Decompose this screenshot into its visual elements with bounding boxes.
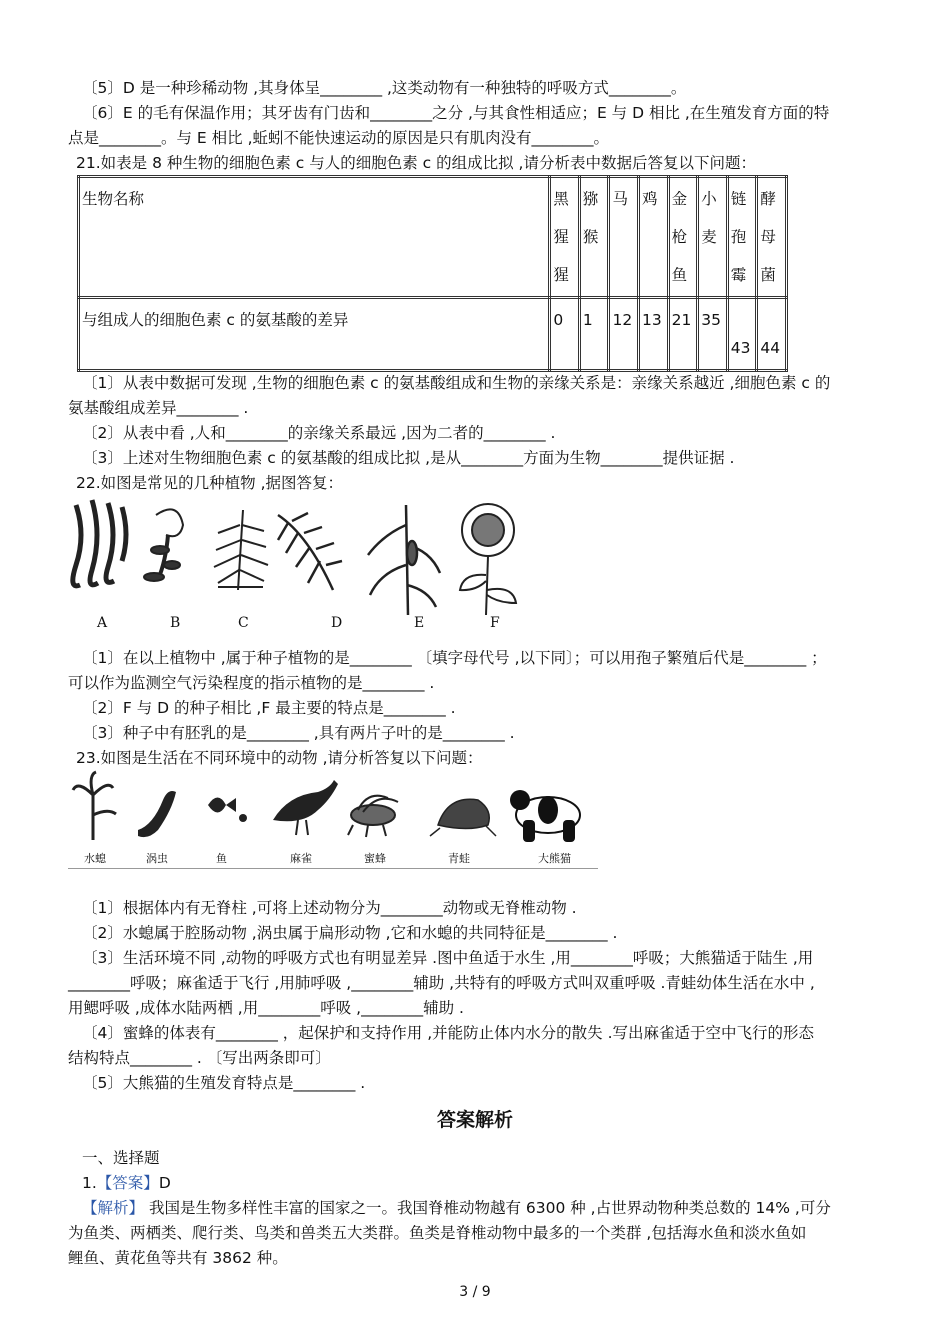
analysis-line2: 为鱼类、两栖类、爬行类、鸟类和兽类五大类群。鱼类是脊椎动物中最多的一个类群 ,包括海水鱼和淡水鱼如 <box>68 1224 807 1242</box>
table-value-cell: 13 <box>639 298 669 371</box>
species-name: 酵 母 菌 <box>760 190 776 284</box>
question-21-1-line1: 〔1〕从表中数据可发现 ,生物的细胞色素 c 的氨基酸组成和生物的亲缘关系是：亲缘关系越近 ,细胞色素 c 的 <box>82 374 831 392</box>
animal-label-fish: 鱼 <box>216 852 227 865</box>
animal-label-panda: 大熊猫 <box>538 852 571 865</box>
question-23-3-line3: 用鳃呼吸 ,成体水陆两栖 ,用________呼吸 ,________辅助 . <box>68 999 464 1017</box>
answers-section: 一、选择题 <box>82 1149 160 1167</box>
table-species-cell <box>727 177 757 298</box>
species-name: 鸡 <box>642 190 658 208</box>
plant-label-d: D <box>331 615 343 631</box>
question-23-title: 23.如图是生活在不同环境中的动物 ,请分析答复以下问题： <box>76 749 483 767</box>
fish-illustration <box>208 798 247 823</box>
moss-illustration <box>144 509 183 581</box>
question-21-2: 〔2〕从表中看 ,人和________的亲缘关系最远 ,因为二者的________ . <box>82 424 556 442</box>
table-species-cell <box>550 177 580 298</box>
animal-label-sparrow: 麻雀 <box>290 852 312 865</box>
question-21-title: 21.如表是 8 种生物的细胞色素 c 与人的细胞色素 c 的组成比拟 ,请分析表中数据后答复以下问题： <box>76 154 756 172</box>
answer-1 <box>82 1171 888 1195</box>
algae-illustration <box>73 500 126 586</box>
answer-number: 1. <box>82 1174 97 1192</box>
question-23-4-line2: 结构特点________ . 〔写出两条即可〕 <box>68 1049 331 1067</box>
species-name: 链 孢 霉 <box>730 190 747 284</box>
table-row <box>79 177 787 298</box>
species-name: 猕 猴 <box>582 190 599 246</box>
table-species-cell <box>579 177 609 298</box>
question-22-2: 〔2〕F 与 D 的种子相比 ,F 最主要的特点是________ . <box>82 699 456 717</box>
question-20-6-line2: 点是________。与 E 相比 ,蚯蚓不能快速运动的原因是只有肌肉没有________。 <box>68 129 610 147</box>
answer-tag: 【答案】 <box>96 1174 159 1192</box>
species-name: 金 枪 鱼 <box>671 190 688 284</box>
animal-label-flatworm: 涡虫 <box>146 852 168 865</box>
question-22-title: 22.如图是常见的几种植物 ,据图答复： <box>76 474 344 492</box>
question-21-1-line2: 氨基酸组成差异________ . <box>68 399 249 417</box>
analysis-tag: 【解析】 <box>82 1199 145 1217</box>
table-value-cell: 1 <box>579 298 609 371</box>
species-name: 黑 猩 猩 <box>553 190 569 284</box>
table-value-cell: 43 <box>727 298 757 371</box>
question-23-3-line2: ________呼吸；麻雀适于飞行 ,用肺呼吸 ,________辅助 ,共特有的呼吸方式叫双重呼吸 .青蛙幼体生活在水中 , <box>68 974 815 992</box>
table-species-cell <box>668 177 698 298</box>
question-23-5: 〔5〕大熊猫的生殖发育特点是________ . <box>82 1074 366 1092</box>
table-value-cell: 35 <box>698 298 728 371</box>
table-value-cell: 12 <box>609 298 639 371</box>
fern-illustration <box>214 510 268 590</box>
question-21-3: 〔3〕上述对生物细胞色素 c 的氨基酸的组成比拟 ,是从________方面为生物________提供证据 . <box>82 449 735 467</box>
frog-illustration <box>430 799 496 836</box>
sparrow-illustration <box>273 780 338 835</box>
figure-divider <box>68 868 598 869</box>
analysis-line3: 鲤鱼、黄花鱼等共有 3862 种。 <box>68 1249 288 1267</box>
plant-label-f: F <box>490 615 500 631</box>
table-species-cell <box>698 177 728 298</box>
animal-label-bee: 蜜蜂 <box>364 852 386 865</box>
sunflower-illustration <box>460 504 516 615</box>
plant-label-a: A <box>97 615 108 631</box>
question-22-3: 〔3〕种子中有胚乳的是________ ,具有两片子叶的是________ . <box>82 724 515 742</box>
table-value-cell: 21 <box>668 298 698 371</box>
table-species-cell <box>757 177 787 298</box>
table-row-label: 与组成人的细胞色素 c 的氨基酸的差异 <box>79 298 550 371</box>
question-23-3-line1: 〔3〕生活环境不同 ,动物的呼吸方式也有明显差异 .图中鱼适于水生 ,用________呼吸；大熊猫适于陆生 ,用 <box>82 949 814 967</box>
table-value-cell: 44 <box>757 298 787 371</box>
hydra-illustration <box>73 772 116 840</box>
page-number: 3 / 9 <box>459 1284 491 1300</box>
question-22-1-line2: 可以作为监测空气污染程度的指示植物的是________ . <box>68 674 435 692</box>
table-value-cell: 0 <box>550 298 580 371</box>
species-name: 马 <box>612 190 628 208</box>
question-23-1: 〔1〕根据体内有无脊柱 ,可将上述动物分为________动物或无脊椎动物 . <box>82 899 577 917</box>
flatworm-illustration <box>138 791 176 837</box>
table-species-cell <box>639 177 669 298</box>
analysis-line1 <box>82 1196 888 1220</box>
cytochrome-table <box>77 175 788 372</box>
question-23-4-line1: 〔4〕蜜蜂的体表有________ ，起保护和支持作用 ,并能防止体内水分的散失 .写出麻雀适于空中飞行的形态 <box>82 1024 814 1042</box>
plant-label-e: E <box>414 615 425 631</box>
plants-figure <box>68 495 538 645</box>
animal-label-frog: 青蛙 <box>448 852 470 865</box>
answer-value: D <box>158 1174 171 1192</box>
question-20-5: 〔5〕D 是一种珍稀动物 ,其身体呈________ ,这类动物有一种独特的呼吸方式________。 <box>82 79 687 97</box>
plant-label-c: C <box>238 615 249 631</box>
analysis-text: 我国是生物多样性丰富的国家之一。我国脊椎动物越有 6300 种 ,占世界动物种类总数的 14% ,可分 <box>144 1199 831 1217</box>
question-20-6-line1: 〔6〕E 的毛有保温作用；其牙齿有门齿和________之分 ,与其食性相适应；E 与 D 相比 ,在生殖发育方面的特 <box>82 104 830 122</box>
species-name: 小 麦 <box>701 190 717 246</box>
bee-illustration <box>348 796 398 837</box>
animal-label-hydra: 水螅 <box>84 852 106 865</box>
pine-illustration <box>278 513 342 590</box>
plant-label-b: B <box>170 615 181 631</box>
table-header-label: 生物名称 <box>79 177 550 298</box>
table-species-cell <box>609 177 639 298</box>
table-row <box>79 298 787 371</box>
question-23-2: 〔2〕水螅属于腔肠动物 ,涡虫属于扁形动物 ,它和水螅的共同特征是________ . <box>82 924 618 942</box>
question-22-1-line1: 〔1〕在以上植物中 ,属于种子植物的是________ 〔填字母代号 ,以下同〕；可以用孢子繁殖后代是________ ； <box>82 649 827 667</box>
corn-illustration <box>368 505 440 615</box>
answers-title: 答案解析 <box>436 1109 513 1131</box>
panda-illustration <box>510 790 580 842</box>
